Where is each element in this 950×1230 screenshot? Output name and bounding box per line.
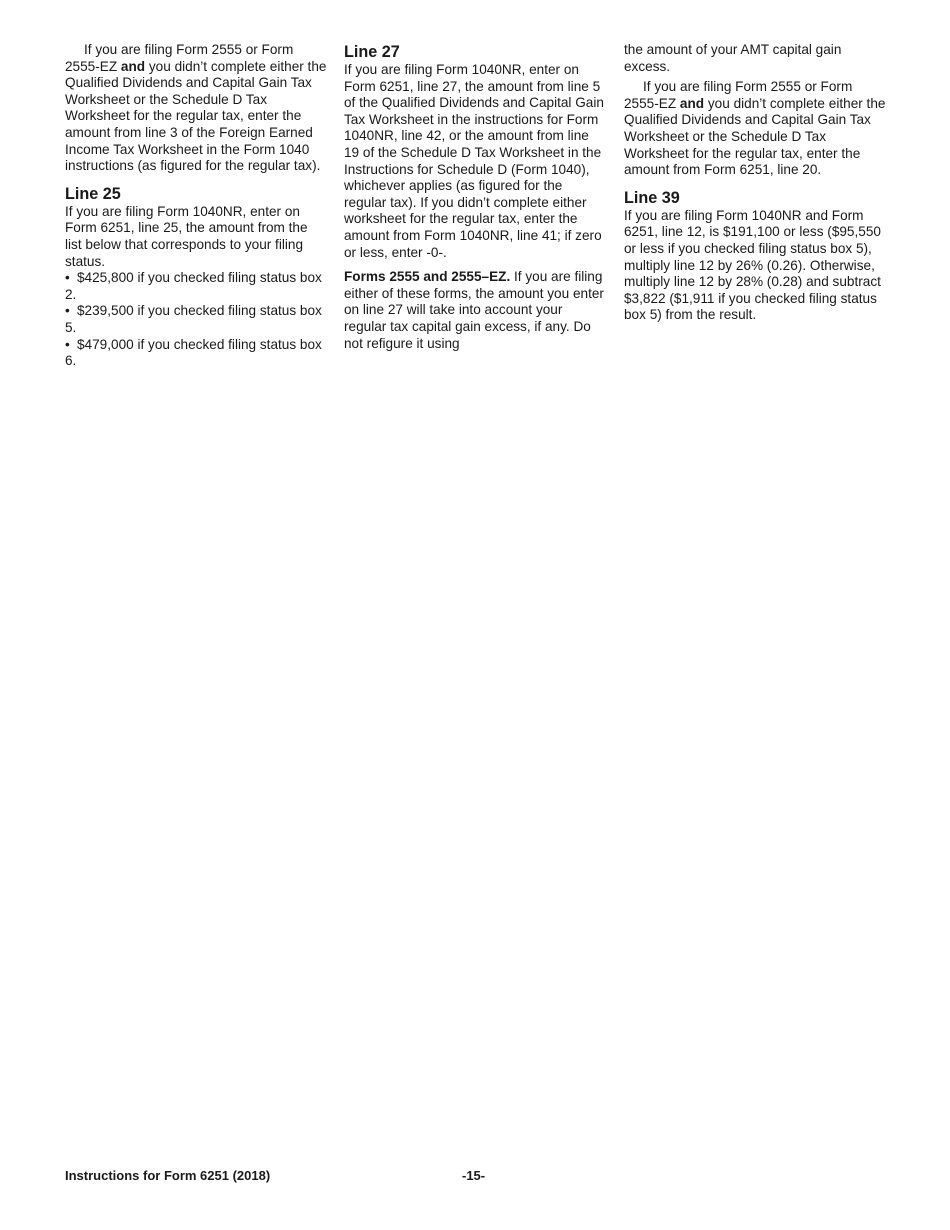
paragraph-forms-2555	[344, 269, 606, 352]
footer-form-title: Instructions for Form 6251 (2018)	[65, 1168, 271, 1183]
bullet-item-box-6: • $479,000 if you checked filing status box 6.	[65, 337, 327, 370]
column-3	[624, 42, 886, 324]
bullet-item-box-2: • $425,800 if you checked filing status box 2.	[65, 270, 327, 303]
heading-line-25: Line 25	[65, 184, 121, 203]
bold-and: and	[120, 58, 146, 74]
column-2	[344, 42, 606, 352]
text-segment: If you are filing Form 2555 or Form 2555-EZ	[624, 79, 853, 111]
text-segment: you didn’t complete either the Qualified Dividends and Capital Gain Tax Worksheet or the Schedule D Tax Worksheet for the regular tax, enter the amount from Form 6251, line 20.	[624, 95, 886, 178]
paragraph-line-39: If you are filing Form 1040NR and Form 6251, line 12, is $191,100 or less ($95,550 or less if you checked filing status box 5), multiply line 12 by 26% (0.26). Otherwise, multiply line 12 by 28% (0.28) and subtract $3,822 ($1,911 if you checked filing status box 5) from the result.	[624, 207, 881, 323]
text-segment: you didn’t complete either the Qualified Dividends and Capital Gain Tax Worksheet or the Schedule D Tax Worksheet for the regular tax, enter the amount from line 3 of the Foreign Earned Income Tax Worksheet in the Form 1040 instructions (as figured for the regular tax).	[65, 58, 327, 174]
paragraph-line-25: If you are filing Form 1040NR, enter on Form 6251, line 25, the amount from the list below that corresponds to your filing status.	[65, 203, 308, 269]
paragraph-line-27: If you are filing Form 1040NR, enter on Form 6251, line 27, the amount from line 5 of the Qualified Dividends and Capital Gain Tax Worksheet in the instructions for Form 1040NR, line 42, or the amount from line 19 of the Schedule D Tax Worksheet in the Instructions for Schedule D (Form 1040), whichever applies (as figured for the regular tax). If you didn’t complete either worksheet for the regular tax, enter the amount from Form 1040NR, line 41; if zero or less, enter -0-.	[344, 62, 604, 260]
heading-line-39: Line 39	[624, 188, 680, 207]
run-in-heading-forms: Forms 2555 and 2555–EZ.	[344, 269, 511, 285]
paragraph-continued: the amount of your AMT capital gain excess.	[624, 42, 842, 74]
footer-page-number: -15-	[462, 1168, 486, 1183]
bullet-item-box-5: • $239,500 if you checked filing status box 5.	[65, 303, 327, 336]
paragraph-form-2555-amt	[624, 79, 886, 179]
text-segment: If you are filing either of these forms, the amount you enter on line 27 will take into account your regular tax capital gain excess, if any. Do not refigure it using	[344, 269, 604, 351]
heading-line-27: Line 27	[344, 43, 400, 61]
column-1	[65, 42, 327, 370]
bold-and: and	[679, 95, 705, 111]
paragraph-form-2555	[65, 42, 327, 175]
text-segment: If you are filing Form 2555 or Form 2555-EZ	[65, 42, 294, 74]
